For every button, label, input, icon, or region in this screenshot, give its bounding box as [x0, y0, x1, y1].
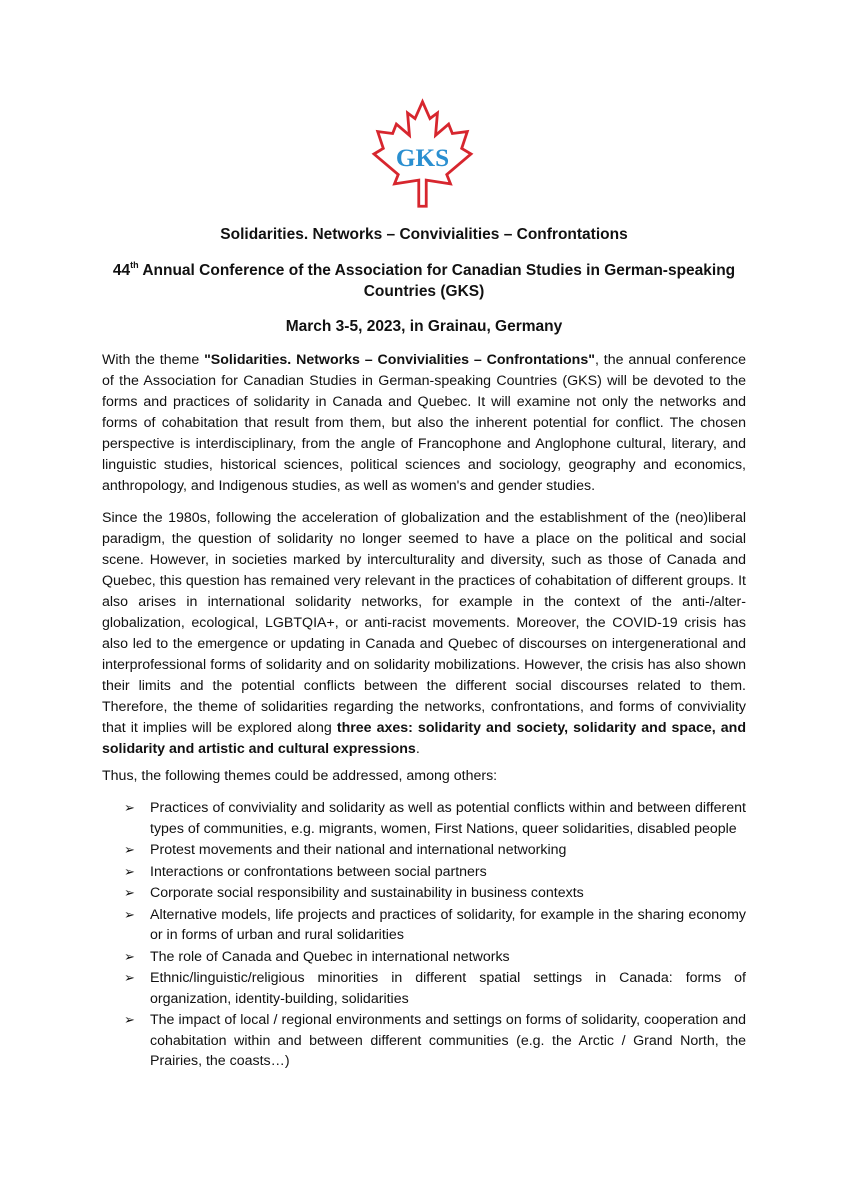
context-text-end: .: [415, 741, 420, 757]
arrow-bullet-icon: ➢: [124, 800, 135, 815]
theme-text: Protest movements and their national and international networking: [150, 842, 567, 858]
theme-text: Interactions or confrontations between social partners: [150, 863, 487, 880]
arrow-bullet-icon: ➢: [124, 948, 135, 964]
three-axes-bold: three axes: solidarity and society, solidarity and space, and solidarity and artistic and cultural expressions: [102, 720, 746, 757]
arrow-bullet-icon: ➢: [124, 970, 135, 985]
arrow-bullet-icon: ➢: [124, 842, 135, 857]
themes-list: [102, 798, 746, 1073]
list-item: [102, 947, 746, 968]
theme-text: Alternative models, life projects and practices of solidarity, for example in the sharing economy or in forms of urban and rural solidarities: [150, 906, 746, 943]
list-item: [102, 883, 746, 904]
logo-text: GKS: [395, 145, 450, 173]
subtitle-ordinal: 44: [112, 262, 131, 279]
intro-text-start: With the theme: [102, 352, 205, 368]
gks-logo: [365, 98, 480, 210]
theme-text: Corporate social responsibility and sustainability in business contexts: [150, 885, 584, 901]
arrow-bullet-icon: ➢: [124, 885, 135, 900]
list-item: [102, 968, 746, 1009]
list-item: [102, 840, 746, 861]
arrow-bullet-icon: ➢: [124, 863, 135, 879]
context-text: Since the 1980s, following the acceleration of globalization and the establishment of the (neo)liberal paradigm, the question of solidarity no longer seemed to have a place on the political and social scene. However, in societies marked by interculturality and diversity, such as those of Canada and Quebec, this question has remained very relevant in the practices of cohabitation of different groups. It also arises in international solidarity networks, for example in the context of the anti-/alter-globalization, ecological, LGBTQIA+, or anti-racist movements. Moreover, the COVID-19 crisis has also led to the emergence or updating in Canada and Quebec of discourses on intergenerational and interprofessional forms of solidarity and on solidarity mobilizations. However, the crisis has also shown their limits and the potential conflicts between the different social discourses related to them. Therefore, the theme of solidarities regarding the networks, confrontations, and forms of conviviality that it implies will be explored along: [102, 510, 746, 736]
conference-subtitle: [100, 260, 748, 302]
list-item: [102, 905, 746, 946]
theme-text: Ethnic/linguistic/religious minorities in different spatial settings in Canada: forms of organization, identity-building, solidarities: [150, 970, 746, 1007]
subtitle-ordinal-suffix: th: [130, 260, 139, 270]
themes-intro-text: Thus, the following themes could be addressed, among others:: [102, 768, 498, 784]
list-item: [102, 798, 746, 839]
theme-text: The impact of local / regional environments and settings on forms of solidarity, cooperation and cohabitation within and between different communities (e.g. the Arctic / Grand North, the Prairies, the coasts…): [150, 1012, 746, 1069]
theme-text: The role of Canada and Quebec in international networks: [150, 948, 510, 965]
arrow-bullet-icon: ➢: [124, 906, 135, 922]
list-item: [102, 862, 746, 883]
intro-theme-bold: "Solidarities. Networks – Convivialities – Confrontations": [204, 352, 595, 368]
context-paragraph: [102, 508, 746, 760]
list-item: [102, 1010, 746, 1072]
maple-leaf-icon: [365, 98, 480, 210]
theme-text: Practices of conviviality and solidarity as well as potential conflicts within and between different types of communities, e.g. migrants, women, First Nations, queer solidarities, disabled people: [150, 800, 746, 837]
arrow-bullet-icon: ➢: [124, 1012, 135, 1027]
subtitle-rest: Annual Conference of the Association for Canadian Studies in German-speaking Countries (GKS): [138, 262, 736, 300]
themes-intro: [102, 766, 746, 787]
intro-text-rest: , the annual conference of the Association for Canadian Studies in German-speaking Countries (GKS) will be devoted to the forms and practices of solidarity in Canada and Quebec. It will examine not only the networks and forms of cohabitation that result from them, but also the inherent potential for conflict. The chosen perspective is interdisciplinary, from the angle of Francophone and Anglophone cultural, literary, and linguistic studies, historical sciences, political sciences and sociology, geography and economics, anthropology, and Indigenous studies, as well as women's and gender studies.: [102, 352, 746, 494]
conference-date: March 3-5, 2023, in Grainau, Germany: [285, 318, 563, 335]
conference-title: Solidarities. Networks – Convivialities – Confrontations: [220, 226, 628, 243]
intro-paragraph: [102, 350, 746, 497]
